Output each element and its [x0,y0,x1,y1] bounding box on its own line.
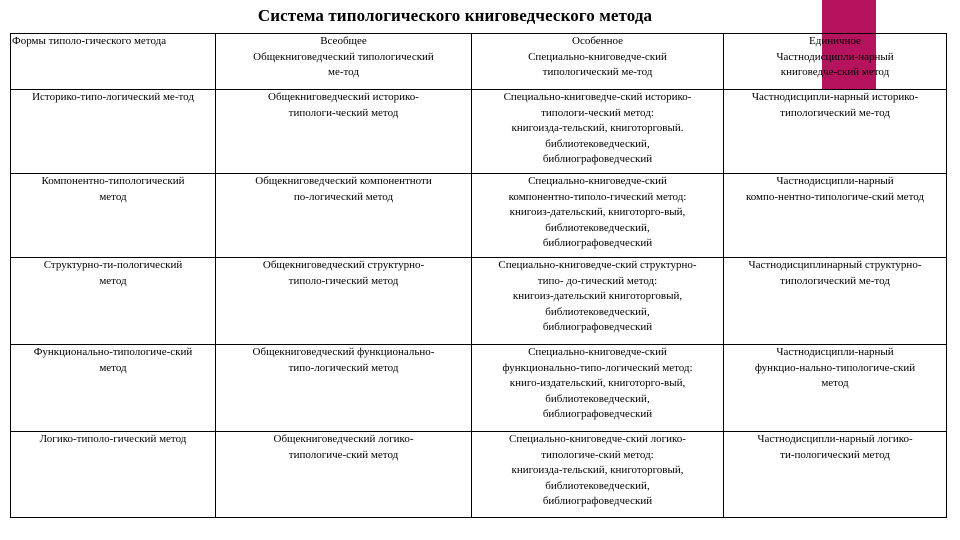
row-form-cell [11,174,216,258]
cell-line: компо-нентно-типологиче-ский метод [745,190,925,203]
cell-line: Частнодисципли-нарный историко- [751,91,919,103]
row-special-cell [472,90,724,174]
table-row [11,345,947,432]
row-form-cell [11,90,216,174]
cell-line: Общекниговедческий историко- [268,91,419,103]
cell-line: типологиче-ский метод [288,448,399,461]
row-special-cell [472,345,724,432]
row-general-cell [216,345,472,432]
cell-line: Формы типоло-гического метода [12,35,167,47]
row-special-cell [472,174,724,258]
cell-line: типологический ме-тод [780,106,890,119]
cell-line: функционально-типо-логический метод: [502,361,693,374]
cell-line: книгоизда-тельский, книготорговый, [511,464,684,477]
cell-line: по-логический метод [293,190,394,203]
cell-line: книгоиз-дательский, книготорго-вый, [509,206,686,219]
cell-line: библиографоведческий [542,237,653,250]
cell-line: Общекниговедческий компонентноти [255,175,432,187]
cell-line: типо- до-гический метод: [537,274,658,287]
cell-line: Структурно-ти-пологический [43,259,183,271]
cell-line: Общекниговедческий типологический [253,50,434,63]
cell-line: Специально-книговедче-ский структурно- [498,259,697,271]
header-forms [11,34,216,90]
cell-line: функцио-нально-типологиче-ский [754,361,916,374]
header-row [11,34,947,90]
row-special-cell [472,432,724,518]
row-form-cell [11,258,216,345]
header-single [724,34,947,90]
slide-title: Система типологического книговедческого метода [257,6,653,25]
cell-line: библиотековедческий, [545,392,650,405]
cell-line: Частнодисципли-нарный [776,175,894,187]
cell-line: метод [821,377,849,390]
cell-line: Общекниговедческий логико- [273,433,414,445]
cell-line: типо-логический метод [288,361,399,374]
cell-line: библиографоведческий [542,321,653,334]
row-form-cell [11,432,216,518]
row-general-cell [216,432,472,518]
cell-line: компонентно-типоло-гический метод: [508,190,687,203]
cell-line: Единичное [809,35,861,47]
cell-line: Специально-книговедче-ский [528,346,667,358]
row-single-cell [724,345,947,432]
cell-line: Специально-книговедче-ский [528,175,667,187]
cell-line: книговедче-ский метод [780,66,890,79]
table-row [11,258,947,345]
typology-table [10,33,947,518]
header-special [472,34,724,90]
cell-line: библиотековедческий, [545,221,650,234]
cell-line: ме-тод [328,66,359,79]
cell-line: типологиче-ский метод: [541,448,654,461]
cell-line: библиографоведческий [542,408,653,421]
cell-line: библиографоведческий [542,495,653,508]
row-special-cell [472,258,724,345]
cell-line: Частнодисципли-нарный логико- [757,433,913,445]
cell-line: типоло-гический метод [288,274,399,287]
table-row [11,174,947,258]
cell-line: ти-пологический метод [780,448,890,461]
row-single-cell [724,90,947,174]
cell-line: библиографоведческий [542,153,653,166]
cell-line: Специально-книговедче-ский [528,50,667,63]
row-single-cell [724,432,947,518]
cell-line: Всеобщее [320,35,367,47]
cell-line: книгоиз-дательский книготорговый, [512,290,683,303]
row-single-cell [724,258,947,345]
cell-line: метод [99,274,127,287]
cell-line: Логико-типоло-гический метод [39,433,187,445]
row-general-cell [216,174,472,258]
cell-line: книгоизда-тельский, книготорговый. [511,122,684,135]
cell-line: Специально-книговедче-ский историко- [503,91,692,103]
row-general-cell [216,258,472,345]
table-row [11,90,947,174]
cell-line: Специально-книговедче-ский логико- [509,433,686,445]
cell-line: Частнодисципли-нарный [776,346,894,358]
cell-line: Историко-типо-логический ме-тод [32,91,194,103]
cell-line: библиотековедческий, [545,137,650,150]
cell-line: библиотековедческий, [545,479,650,492]
cell-line: Общекниговедческий структурно- [262,259,425,271]
row-form-cell [11,345,216,432]
cell-line: Частнодисциплинарный структурно- [748,259,922,271]
cell-line: Особенное [572,35,623,47]
row-general-cell [216,90,472,174]
cell-line: типологи-ческий метод [288,106,399,119]
cell-line: книго-издательский, книготорго-вый, [509,377,686,390]
table-row [11,432,947,518]
cell-line: Частнодисципли-нарный [776,50,894,63]
cell-line: типологический ме-тод [780,274,890,287]
cell-line: библиотековедческий, [545,305,650,318]
cell-line: Общекниговедческий функционально- [252,346,435,358]
cell-line: метод [99,190,127,203]
row-single-cell [724,174,947,258]
header-general [216,34,472,90]
cell-line: метод [99,361,127,374]
cell-line: Функционально-типологиче-ский [33,346,193,358]
cell-line: типологи-ческий метод: [541,106,654,119]
cell-line: Компонентно-типологический [41,175,185,187]
cell-line: типологический ме-тод [542,66,653,79]
